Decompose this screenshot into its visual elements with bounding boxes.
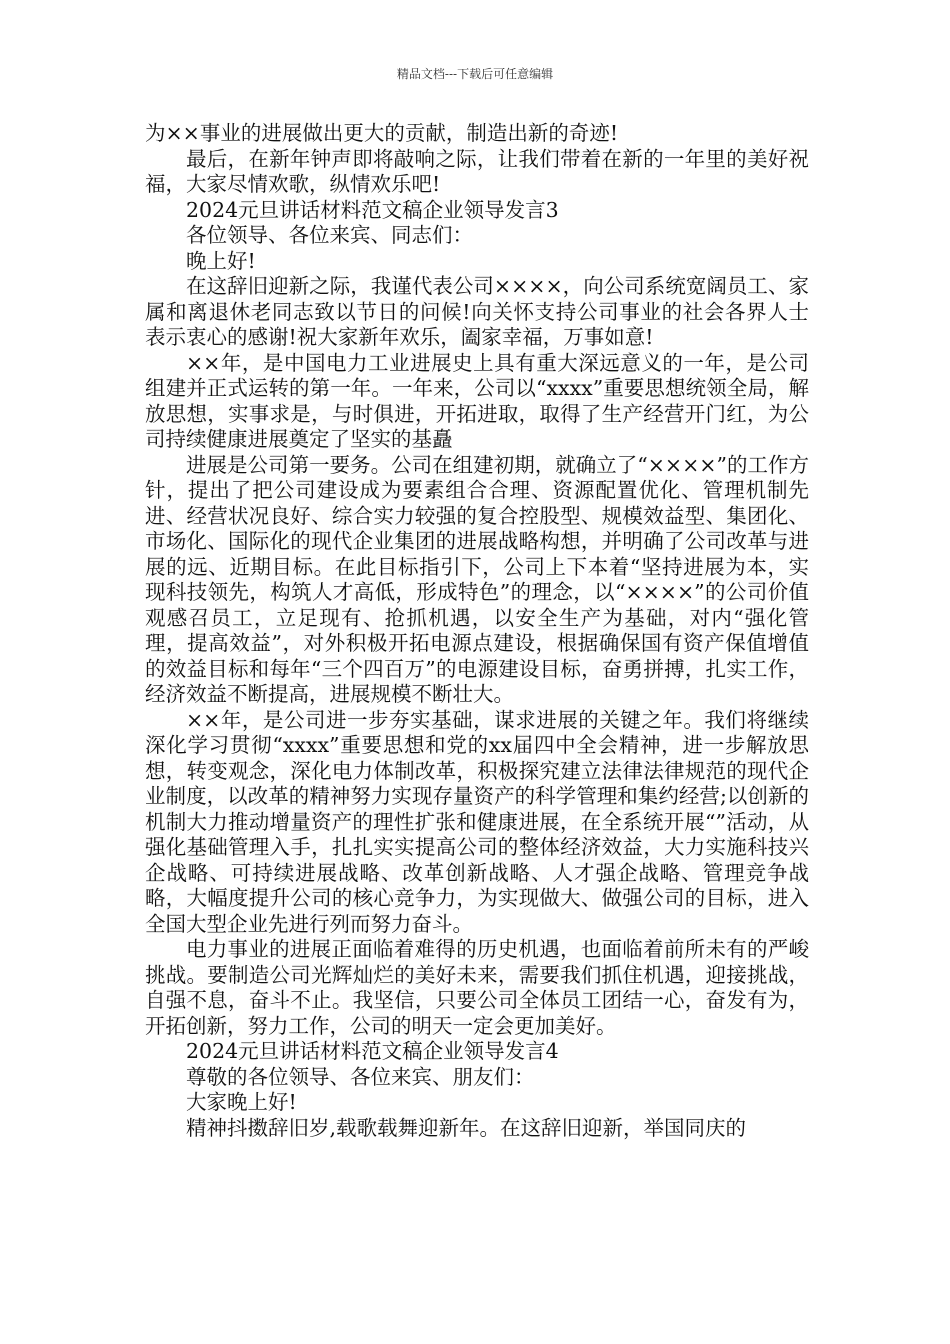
section-heading-4: 2024元旦讲话材料范文稿企业领导发言4 — [186, 1039, 559, 1063]
salutation-2: 尊敬的各位领导、各位来宾、朋友们： — [186, 1064, 535, 1089]
paragraph-2: 最后，在新年钟声即将敲响之际，让我们带着在新的一年里的美好祝福，大家尽情欢歌，纵情欢乐吧! — [145, 146, 809, 196]
paragraph-9: ××年，是公司进一步夯实基础，谋求进展的关键之年。我们将继续深化学习贯彻“xxxx”重要思想和党的xx届四中全会精神，进一步解放思想，转变观念，深化电力体制改革，积极探究建立法律法律规范的现代企业制度，以改革的精神努力实现存量资产的科学管理和集约经营;以创新的机制大力推动增量资产的理性扩张和健康进展，在全系统开展“”活动，从强化基础管理入手，扎扎实实提高公司的整体经济效益，大力实施科技兴企战略、可持续进展战略、改革创新战略、人才强企战略、管理竞争战略，大幅度提升公司的核心竞争力，为实现做大、做强公司的目标，进入全国大型企业先进行列而努力奋斗。 — [145, 707, 809, 936]
section-heading-3: 2024元旦讲话材料范文稿企业领导发言3 — [186, 197, 559, 222]
paragraph-14: 精神抖擞辞旧岁,载歌载舞迎新年。在这辞旧迎新，举国同庆的 — [186, 1115, 747, 1140]
paragraph-6: 在这辞旧迎新之际，我谨代表公司××××，向公司系统宽阔员工、家属和离退休老同志致以节日的问候!向关怀支持公司事业的社会各界人士表示衷心的感谢!祝大家新年欢乐，阖家幸福，万事如意! — [145, 274, 809, 349]
page-header: 精品文档---下载后可任意编辑 — [396, 67, 554, 81]
document-body — [145, 121, 809, 1141]
paragraph-1: 为××事业的进展做出更大的贡献，制造出新的奇迹! — [145, 121, 619, 145]
greeting: 晚上好! — [186, 248, 256, 273]
salutation: 各位领导、各位来宾、同志们： — [186, 223, 473, 247]
paragraph-8: 进展是公司第一要务。公司在组建初期，就确立了“××××”的工作方针，提出了把公司建设成为要素组合合理、资源配置优化、管理机制先进、经营状况良好、综合实力较强的复合控股型、规模效益型、集团化、市场化、国际化的现代企业集团的进展战略构想，并明确了公司改革与进展的远、近期目标。在此目标指引下，公司上下本着“坚持进展为本，实现科技领先，构筑人才高低，形成特色”的理念，以“××××”的公司价值观感召员工，立足现有、抢抓机遇，以安全生产为基础，对内“强化管理，提高效益”，对外积极开拓电源点建设，根据确保国有资产保值增值的效益目标和每年“三个四百万”的电源建设目标，奋勇拼搏，扎实工作，经济效益不断提高，进展规模不断壮大。 — [145, 452, 809, 706]
paragraph-10: 电力事业的进展正面临着难得的历史机遇，也面临着前所未有的严峻挑战。要制造公司光辉灿烂的美好未来，需要我们抓住机遇，迎接挑战，自强不息，奋斗不止。我坚信，只要公司全体员工团结一心，奋发有为，开拓创新，努力工作，公司的明天一定会更加美好。 — [145, 937, 809, 1038]
paragraph-7: ××年，是中国电力工业进展史上具有重大深远意义的一年，是公司组建并正式运转的第一年。一年来，公司以“xxxx”重要思想统领全局，解放思想，实事求是，与时俱进，开拓进取，取得了生产经营开门红，为公司持续健康进展奠定了坚实的基矗 — [145, 350, 809, 451]
greeting-2: 大家晚上好! — [186, 1090, 297, 1114]
